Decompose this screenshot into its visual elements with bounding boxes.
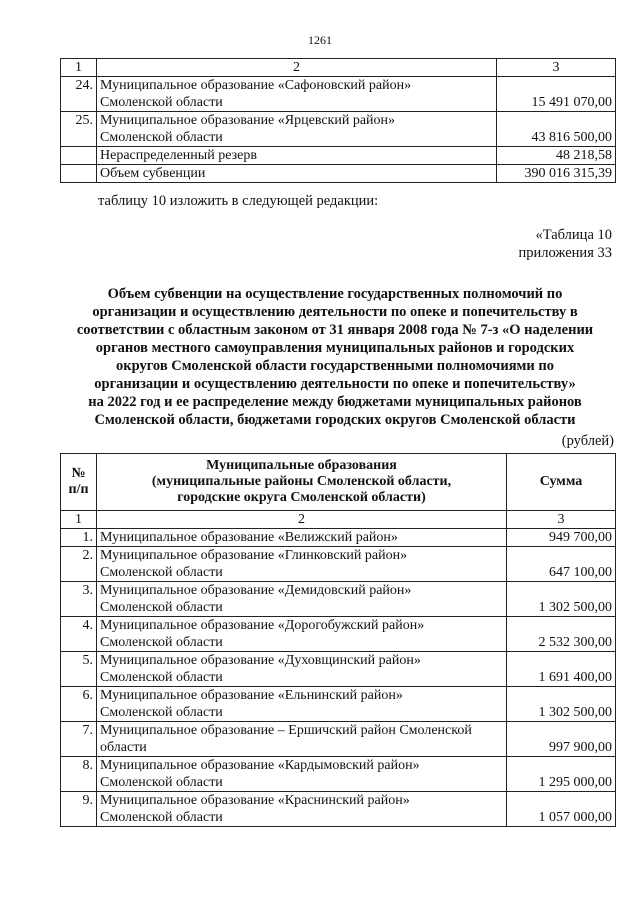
units-label: (рублей) (561, 433, 614, 449)
document-heading (50, 285, 620, 429)
row-number: 9. (61, 792, 97, 827)
heading-line: на 2022 год и ее распределение между бюджетами муниципальных районов (88, 394, 582, 410)
row-name (97, 722, 507, 757)
row-amount: 48 218,58 (497, 147, 616, 165)
row-name (97, 582, 507, 617)
row-number: 2. (61, 547, 97, 582)
row-name-line: Муниципальное образование «Ельнинский район» (100, 688, 403, 703)
row-name (97, 617, 507, 652)
row-name (97, 652, 507, 687)
row-name-line: Смоленской области (100, 95, 223, 110)
table-caption-appendix: приложения 33 (518, 245, 612, 261)
row-name (97, 547, 507, 582)
row-name-line: Смоленской области (100, 565, 223, 580)
column-number: 3 (497, 59, 616, 77)
row-number: 1. (61, 529, 97, 547)
table-row (61, 617, 616, 652)
row-amount: 1 691 400,00 (507, 652, 616, 687)
heading-line: организации и осуществлению деятельности по опеке и попечительству в (92, 304, 578, 320)
row-name (97, 757, 507, 792)
row-name (97, 687, 507, 722)
row-amount: 43 816 500,00 (497, 112, 616, 147)
row-number: 8. (61, 757, 97, 792)
row-amount: 15 491 070,00 (497, 77, 616, 112)
table-row (61, 165, 616, 183)
heading-line: соответствии с областным законом от 31 января 2008 года № 7-з «О наделении (76, 322, 594, 338)
table-row (61, 547, 616, 582)
column-number-row (61, 59, 616, 77)
row-number: 25. (61, 112, 97, 147)
row-amount: 390 016 315,39 (497, 165, 616, 183)
row-name (97, 112, 497, 147)
heading-line: округов Смоленской области государственными полномочиями по (115, 358, 555, 374)
row-name-line: Муниципальное образование «Духовщинский район» (100, 653, 421, 668)
column-number: 2 (97, 59, 497, 77)
column-number: 1 (61, 59, 97, 77)
table-caption: «Таблица 10 (535, 227, 612, 243)
row-number: 3. (61, 582, 97, 617)
row-number: 4. (61, 617, 97, 652)
table-row (61, 687, 616, 722)
row-name-line: Смоленской области (100, 130, 223, 145)
header-number-line: п/п (68, 482, 89, 497)
row-name-line: Муниципальное образование «Глинковский район» (100, 548, 408, 563)
row-amount: 1 302 500,00 (507, 582, 616, 617)
row-number (61, 147, 97, 165)
column-number: 1 (61, 511, 97, 529)
row-name-line: Муниципальное образование «Краснинский район» (100, 793, 410, 808)
table-row (61, 529, 616, 547)
row-name-line: Муниципальное образование – Ершичский район Смоленской (100, 723, 472, 738)
column-number-row (61, 511, 616, 529)
row-name: Нераспределенный резерв (97, 147, 497, 165)
row-amount: 997 900,00 (507, 722, 616, 757)
row-amount: 647 100,00 (507, 547, 616, 582)
row-amount: 2 532 300,00 (507, 617, 616, 652)
table-row (61, 652, 616, 687)
table-row (61, 757, 616, 792)
row-name-line: Смоленской области (100, 600, 223, 615)
row-amount: 1 302 500,00 (507, 687, 616, 722)
row-name-line: области (100, 740, 147, 755)
table-row (61, 147, 616, 165)
row-amount: 1 295 000,00 (507, 757, 616, 792)
row-number: 6. (61, 687, 97, 722)
instruction-text: таблицу 10 изложить в следующей редакции: (98, 193, 379, 209)
row-name-line: Смоленской области (100, 705, 223, 720)
column-number: 3 (507, 511, 616, 529)
table-row (61, 77, 616, 112)
row-amount: 949 700,00 (507, 529, 616, 547)
header-name-line: городские округа Смоленской области) (177, 490, 426, 505)
page-number: 1261 (308, 33, 332, 47)
table-row (61, 722, 616, 757)
heading-line: органов местного самоуправления муниципальных районов и городских (95, 340, 575, 356)
row-number: 5. (61, 652, 97, 687)
row-name-line: Смоленской области (100, 670, 223, 685)
header-name-line: (муниципальные районы Смоленской области, (151, 474, 452, 489)
row-name (97, 77, 497, 112)
continued-table (60, 58, 616, 183)
header-name (97, 454, 507, 511)
header-row (61, 454, 616, 511)
header-number-line: № (71, 466, 86, 481)
heading-line: организации и осуществлению деятельности по опеке и попечительству» (94, 376, 576, 392)
table-row (61, 582, 616, 617)
row-name: Объем субвенции (97, 165, 497, 183)
row-name-line: Муниципальное образование «Сафоновский район» (100, 78, 412, 93)
header-name-line: Муниципальные образования (206, 458, 397, 473)
row-name-line: Смоленской области (100, 635, 223, 650)
row-name-line: Муниципальное образование «Демидовский район» (100, 583, 412, 598)
table-row (61, 112, 616, 147)
row-name-line: Муниципальное образование «Дорогобужский район» (100, 618, 425, 633)
table-row (61, 792, 616, 827)
heading-line: Объем субвенции на осуществление государственных полномочий по (107, 286, 563, 302)
row-amount: 1 057 000,00 (507, 792, 616, 827)
row-name-line: Смоленской области (100, 775, 223, 790)
row-name: Муниципальное образование «Велижский район» (97, 529, 507, 547)
header-number (61, 454, 97, 511)
row-name-line: Муниципальное образование «Кардымовский район» (100, 758, 420, 773)
row-number: 7. (61, 722, 97, 757)
row-name-line: Смоленской области (100, 810, 223, 825)
header-amount: Сумма (507, 454, 616, 511)
heading-line: Смоленской области, бюджетами городских округов Смоленской области (94, 412, 576, 428)
row-name-line: Муниципальное образование «Ярцевский район» (100, 113, 396, 128)
subvention-table (60, 453, 616, 827)
row-name (97, 792, 507, 827)
column-number: 2 (97, 511, 507, 529)
row-number: 24. (61, 77, 97, 112)
row-number (61, 165, 97, 183)
